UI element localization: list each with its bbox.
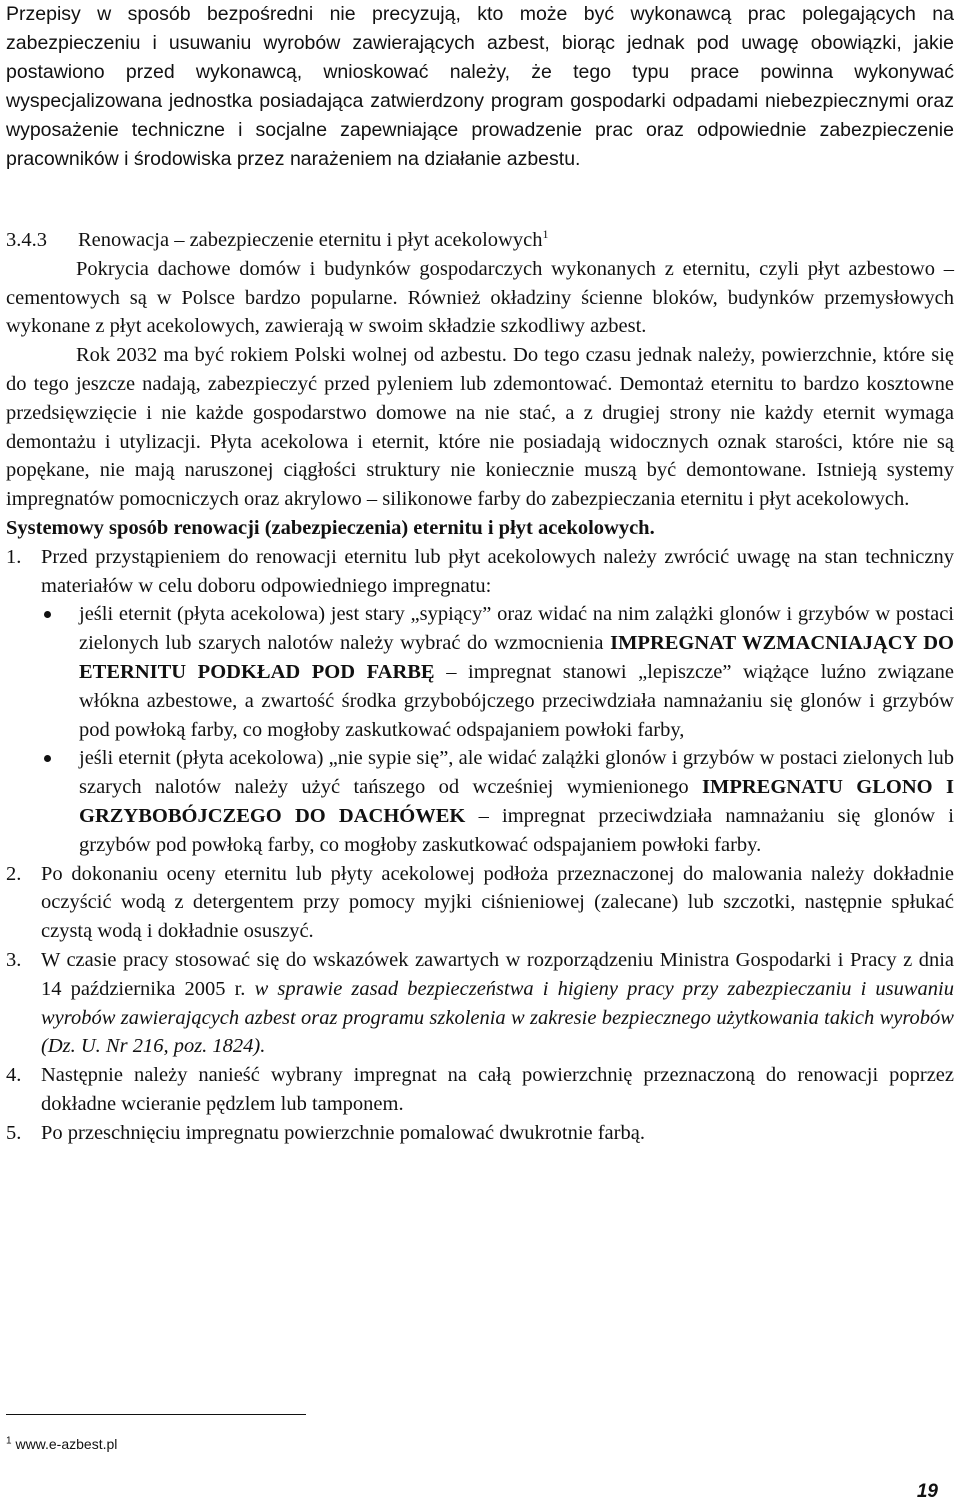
bullet-icon: [44, 611, 51, 618]
section-title: Renowacja – zabezpieczenie eternitu i płyt acekolowych: [78, 229, 543, 251]
step-number: 4.: [6, 1064, 22, 1087]
step-2: [6, 860, 954, 946]
product-name: IMPREGNATU GLONO I GRZYBOBÓJCZEGO DO DACHÓWEK: [79, 776, 954, 827]
bullet-icon: [44, 755, 51, 762]
step-text: Przed przystąpieniem do renowacji eternitu lub płyt acekolowych należy zwrócić uwagę na stan techniczny materiałów w celu doboru odpowiedniego impregnatu:: [41, 545, 954, 597]
step-number: 1.: [6, 545, 22, 568]
step-number: 3.: [6, 948, 22, 971]
footnote-mark: 1: [6, 1435, 12, 1447]
bullet-item: [41, 600, 954, 744]
steps-list: [6, 543, 954, 1148]
step-text: Po dokonaniu oceny eternitu lub płyty acekolowej podłoża przeznaczonej do malowania należy dokładnie oczyścić wodą z detergentem przy pomocy myjki ciśnieniowej (zalecane) lub szczotki, następnie spłukać czystą wodą i dokładnie osuszyć.: [41, 862, 954, 943]
system-title: Systemowy sposób renowacji (zabezpieczenia) eternitu i płyt acekolowych.: [6, 516, 655, 539]
step-text: Następnie należy nanieść wybrany impregnat na całą powierzchnię przeznaczoną do renowacji poprzez dokładne wcieranie pędzlem lub tamponem.: [41, 1064, 954, 1115]
paragraph-2032: Rok 2032 ma być rokiem Polski wolnej od azbestu. Do tego czasu jednak należy, powierzchnie, które się do tego jeszcze nadają, zabezpieczyć przed pyleniem lub zdemontować. Demontaż eternitu to bardzo kosztowne przedsięwzięcie i nie każde gospodarstwo domowe na nie stać, a z drugiej strony nie każdy eternit wymaga demontażu i utylizacji. Płyta acekolowa i eternit, które nie posiadają widocznych oznak starości, które nie są popękane, nie mają naruszonej ciągłości struktury nie koniecznie muszą być demontowane. Istnieją systemy impregnatów pomocniczych oraz akrylowo – silikonowe farby do zabezpieczania eternitu i płyt acekolowych.: [6, 344, 954, 511]
step-5: [6, 1119, 954, 1148]
bullet-text: jeśli eternit (płyta acekolowa) jest stary „sypiący” oraz widać na nim zalążki glonów i grzybów w postaci zielonych lub szarych nalotów należy wybrać do wzmocnienia: [79, 603, 954, 655]
step-number: 5.: [6, 1121, 22, 1144]
step-text: W czasie pracy stosować się do wskazówek zawartych w rozporządzeniu Ministra Gospodarki i Pracy z dnia 14 października 2005 r.: [41, 948, 954, 1000]
paragraph-roofing: Pokrycia dachowe domów i budynków gospodarczych wykonanych z eternitu, czyli płyt azbestowo – cementowych są w Polsce bardzo popularne. Również okładziny ścienne bloków, budynków przemysłowych wykonane z płyt acekolowych, zawierają w swoim składzie szkodliwy azbest.: [6, 257, 954, 338]
footnote-link[interactable]: www.e-azbest.pl: [11, 1436, 118, 1452]
regulation-title: w sprawie zasad bezpieczeństwa i higieny pracy przy zabezpieczaniu i usuwaniu wyrobów zawierających azbest oraz programu szkolenia w zakresie bezpiecznego użytkowania takich wyrobów (Dz. U. Nr 216, poz. 1824).: [41, 977, 954, 1058]
step-number: 2.: [6, 862, 22, 885]
footnote-ref: 1: [542, 227, 549, 242]
step-4: [6, 1061, 954, 1119]
footnote: [6, 1436, 117, 1452]
bullet-text: jeśli eternit (płyta acekolowa) „nie sypie się”, ale widać zalążki glonów i grzybów w postaci zielonych lub szarych nalotów należy użyć tańszego od wcześniej wymienionego: [79, 747, 954, 799]
bullet-text: – impregnat stanowi „lepiszcze” wiążące luźno związane włókna azbestowe, a zwartość środka grzybobójczego przeciwdziała namnażaniu się glonów i grzybów pod powłoką farby, co mogłoby zaskutkować odspajaniem powłoki farby,: [79, 660, 954, 741]
step-3: [6, 946, 954, 1061]
bullet-item: [41, 744, 954, 859]
section-heading: [6, 226, 954, 255]
step-text: Po przeschnięciu impregnatu powierzchnie pomalować dwukrotnie farbą.: [41, 1121, 645, 1144]
section-body: [6, 226, 954, 1148]
step-1: [6, 543, 954, 860]
intro-paragraph: Przepisy w sposób bezpośredni nie precyzują, kto może być wykonawcą prac polegających na zabezpieczeniu i usuwaniu wyrobów zawierających azbest, biorąc jednak pod uwagę obowiązki, jakie postawiono przed wykonawcą, wnioskować należy, że tego typu prace powinna wykonywać wyspecjalizowana jednostka posiadająca zatwierdzony program gospodarki odpadami niebezpiecznymi oraz wyposażenie techniczne i socjalne zapewniające prowadzenie prac oraz odpowiednie zabezpieczenie pracowników i środowiska przez narażeniem na działanie azbestu.: [6, 3, 954, 170]
product-name: IMPREGNAT WZMACNIAJĄCY DO ETERNITU PODKŁAD POD FARBĘ: [79, 632, 954, 683]
page-number: 19: [916, 1481, 938, 1502]
footnote-divider: [6, 1414, 306, 1415]
bullet-text: – impregnat przeciwdziała namnażaniu się glonów i grzybów pod powłoką farby, co mogłoby zaskutkować odspajaniem powłoki farby.: [79, 804, 954, 856]
section-number: 3.4.3: [6, 229, 47, 251]
impregnat-bullets: [41, 600, 954, 859]
